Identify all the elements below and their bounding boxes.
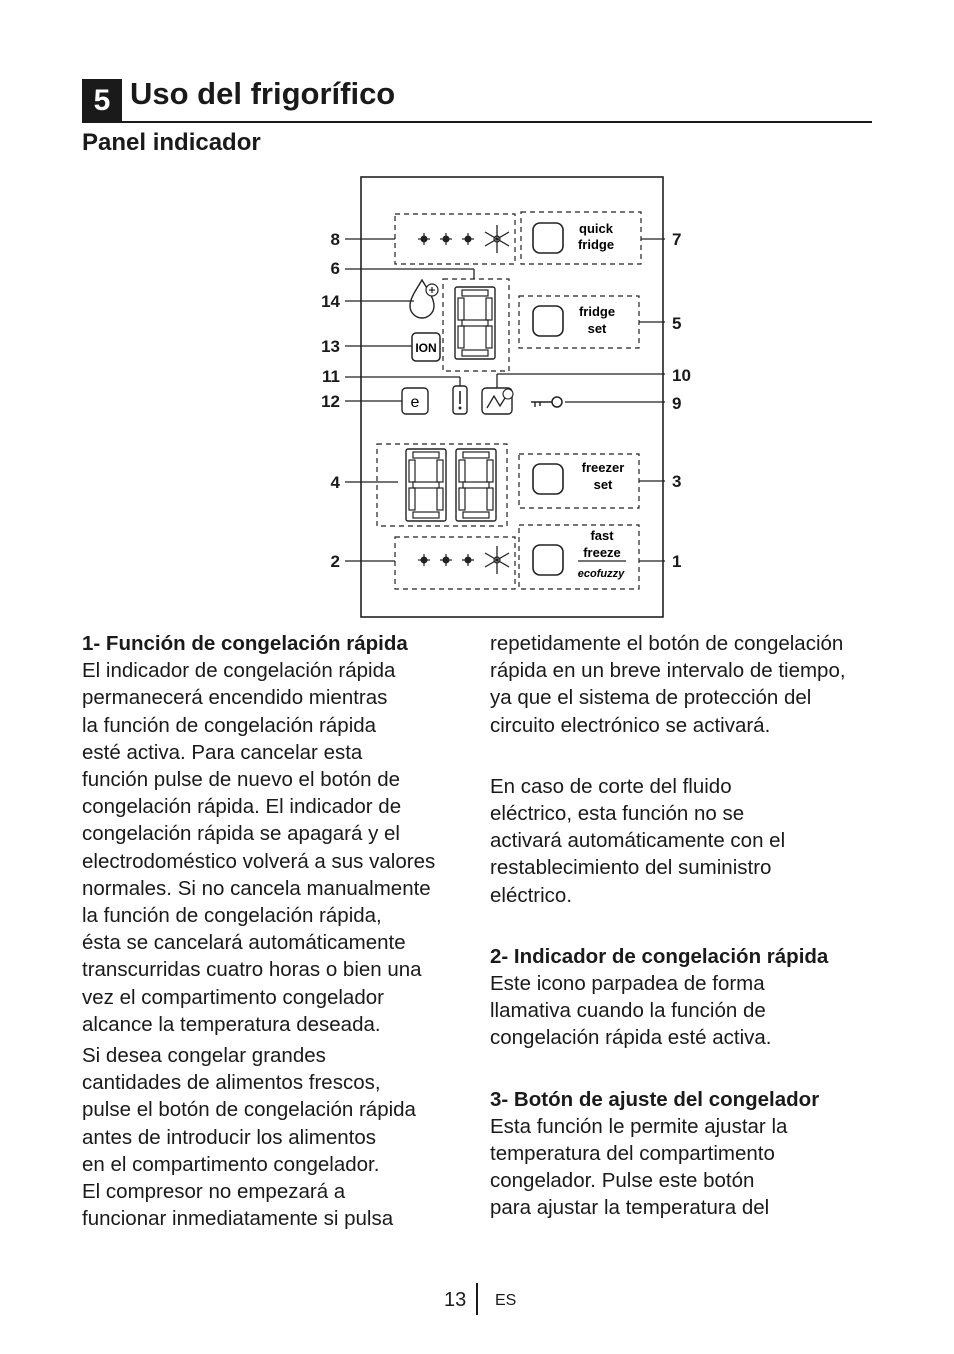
right-column [490,630,890,1222]
text-line: Esta función le permite ajustar la [490,1114,788,1138]
text-line: esté activa. Para cancelar esta [82,740,363,764]
alarm-icon [453,386,467,414]
freezer-set-label-2: set [593,477,613,492]
text-line: eléctrico. [490,883,573,907]
text-line: funcionar inmediatamente si pulsa [82,1207,394,1231]
text-line: antes de introducir los alimentos [82,1125,376,1149]
page-footer [0,1287,954,1317]
text-line: En caso de corte del fluido [490,774,732,798]
text-line: en el compartimento congelador. [82,1152,380,1176]
text-line: congelación rápida. El indicador de [82,795,402,819]
callout-6: 6 [330,259,340,278]
indicator-panel-diagram [300,170,700,625]
quick-fridge-label-1: quick [579,221,613,236]
text-line: ésta se cancelará automáticamente [82,931,406,955]
text-line: congelador. Pulse este botón [490,1169,755,1193]
callout-7: 7 [672,230,682,249]
page-number: 13 [444,1289,467,1311]
text-line: permanecerá encendido mientras [82,686,388,710]
text-line: normales. Si no cancela manualmente [82,876,431,900]
callout-14: 14 [321,292,340,311]
fridge-set-button[interactable] [533,306,563,336]
text-line: repetidamente el botón de congelación [490,632,844,655]
callout-9: 9 [672,394,682,413]
text-line: rápida en un breve intervalo de tiempo, [490,659,846,683]
callout-1: 1 [672,552,682,571]
freezer-set-label-1: freezer [581,460,625,475]
text-line: la función de congelación rápida [82,713,377,737]
text-line: cantidades de alimentos frescos, [82,1071,381,1095]
callout-5: 5 [672,314,682,333]
text-line: Si desea congelar grandes [82,1044,326,1068]
vacation-icon [482,388,513,414]
fridge-set-label-1: fridge [578,304,616,319]
text-line: vez el compartimento congelador [82,985,384,1009]
text-line: transcurridas cuatro horas o bien una [82,958,422,982]
heading-freezer-set-button: 3- Botón de ajuste del congelador [490,1087,820,1111]
callout-11: 11 [322,367,340,386]
left-column [82,630,472,1232]
freezer-temperature-display [406,449,496,521]
text-line: alcance la temperatura deseada. [82,1012,381,1036]
section-number: 5 [82,79,122,123]
callout-2: 2 [330,552,340,571]
text-line: eléctrico, esta función no se [490,802,745,826]
text-line: para ajustar la temperatura del [490,1196,770,1220]
quick-fridge-label-2: fridge [577,237,615,252]
text-line: función pulse de nuevo el botón de [82,768,401,792]
svg-text:e: e [410,394,420,411]
text-line: El compresor no empezará a [82,1180,346,1204]
page-title: Uso del frigorífico [130,76,396,111]
callout-3: 3 [672,472,682,491]
svg-text:ION: ION [415,341,437,355]
section-header [82,75,872,123]
text-line: activará automáticamente con el [490,829,786,853]
text-line: congelación rápida se apagará y el [82,822,400,846]
fast-freeze-label-2: freeze [583,545,621,560]
water-drop-icon [410,280,438,318]
text-line: la función de congelación rápida, [82,904,382,928]
text-line: pulse el botón de congelación rápida [82,1098,416,1122]
quick-fridge-button[interactable] [533,223,563,253]
text-line: circuito electrónico se activará. [490,713,771,737]
eco-icon [402,388,428,414]
callout-8: 8 [330,230,340,249]
key-lock-icon [531,397,562,407]
text-line: Este icono parpadea de forma [490,972,765,996]
section-subtitle: Panel indicador [82,129,261,156]
ion-icon [412,333,440,361]
text-line: temperatura del compartimento [490,1142,775,1166]
text-line: El indicador de congelación rápida [82,659,396,683]
heading-fast-freeze-function: 1- Función de congelación rápida [82,632,408,655]
text-line: electrodoméstico volverá a sus valores [82,849,436,873]
callout-4: 4 [330,473,340,492]
snowflake-icon [418,225,509,253]
heading-fast-freeze-indicator: 2- Indicador de congelación rápida [490,944,829,968]
callout-12: 12 [321,392,340,411]
callout-13: 13 [321,337,340,356]
callout-10: 10 [672,366,691,385]
text-line: congelación rápida esté activa. [490,1026,772,1050]
fridge-set-label-2: set [587,321,607,336]
snowflake-icon [418,546,509,574]
fridge-temperature-display [455,287,495,359]
text-line: llamativa cuando la función de [490,999,766,1023]
text-line: ya que el sistema de protección del [490,686,812,710]
freezer-set-button[interactable] [533,464,563,494]
footer-divider [476,1283,478,1315]
text-line: restablecimiento del suministro [490,856,772,880]
fast-freeze-button[interactable] [533,545,563,575]
header-rule [82,121,872,123]
ecofuzzy-label: ecofuzzy [577,568,625,580]
fast-freeze-label-1: fast [590,528,614,543]
language-code: ES [495,1292,517,1309]
